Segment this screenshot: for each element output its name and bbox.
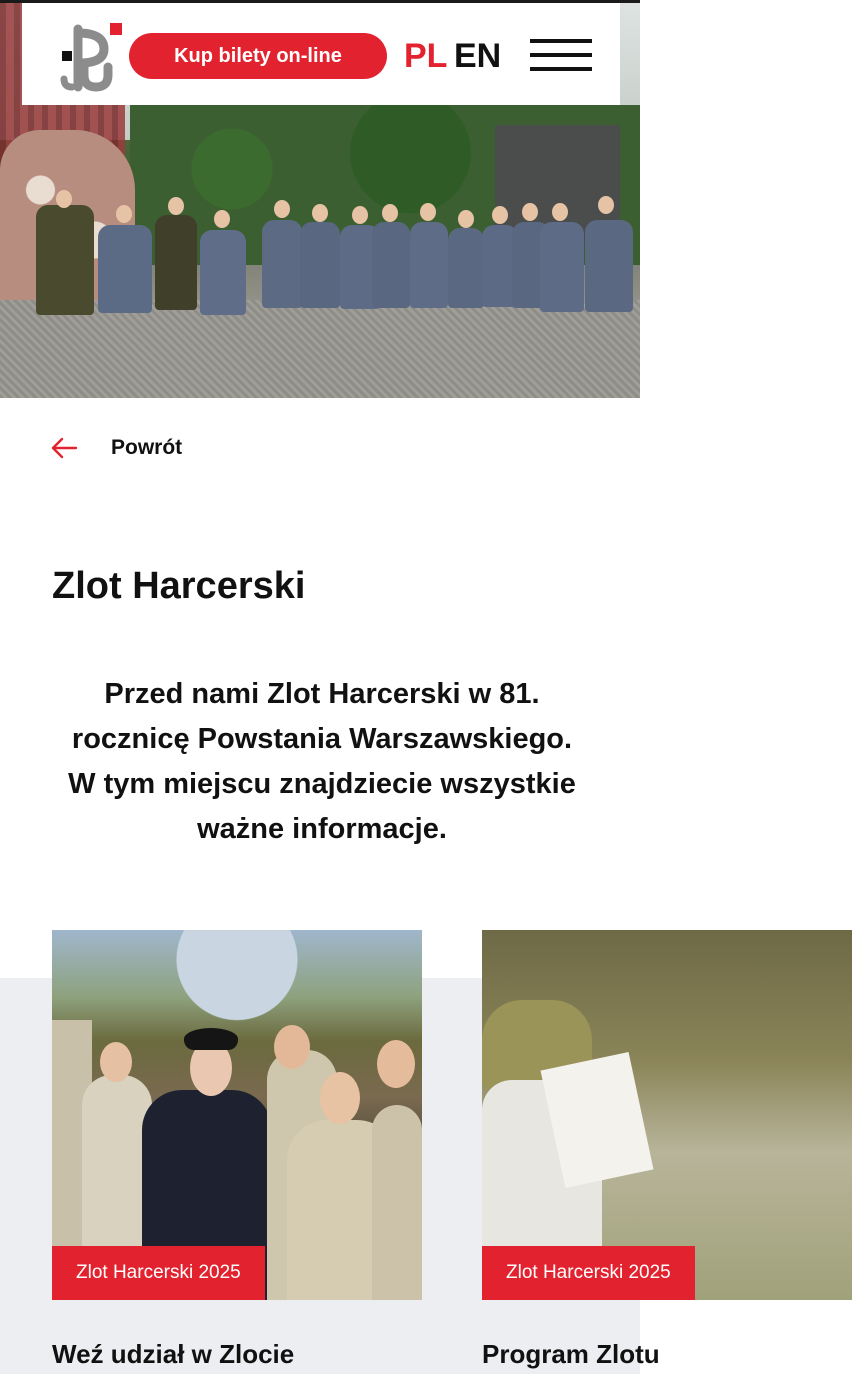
article-card[interactable] [482, 930, 852, 1372]
buy-tickets-button[interactable]: Kup bilety on-line [129, 33, 387, 79]
card-tag[interactable]: Zlot Harcerski 2025 [482, 1246, 695, 1300]
hero-ground [0, 300, 640, 398]
intro-text: Przed nami Zlot Harcerski w 81. rocznicę Powstania Warszawskiego. W tym miejscu znajdziecie wszystkie ważne informacje. [68, 678, 576, 845]
back-link[interactable] [50, 430, 230, 466]
lang-pl-link[interactable]: PL [404, 37, 448, 75]
polska-walczaca-logo-icon[interactable] [56, 23, 122, 89]
card-image[interactable] [52, 930, 422, 1300]
lang-en-link[interactable]: EN [454, 37, 502, 75]
site-header [22, 3, 620, 105]
hamburger-menu-icon[interactable] [530, 39, 592, 73]
page-title: Zlot Harcerski [52, 565, 306, 607]
arrow-left-icon [50, 436, 78, 460]
back-label: Powrót [111, 436, 183, 459]
card-title[interactable]: Weź udział w Zlocie [52, 1339, 295, 1369]
card-image[interactable] [482, 930, 852, 1300]
card-title[interactable]: Program Zlotu [482, 1339, 660, 1369]
article-card[interactable] [52, 930, 422, 1372]
card-tag[interactable]: Zlot Harcerski 2025 [52, 1246, 265, 1300]
